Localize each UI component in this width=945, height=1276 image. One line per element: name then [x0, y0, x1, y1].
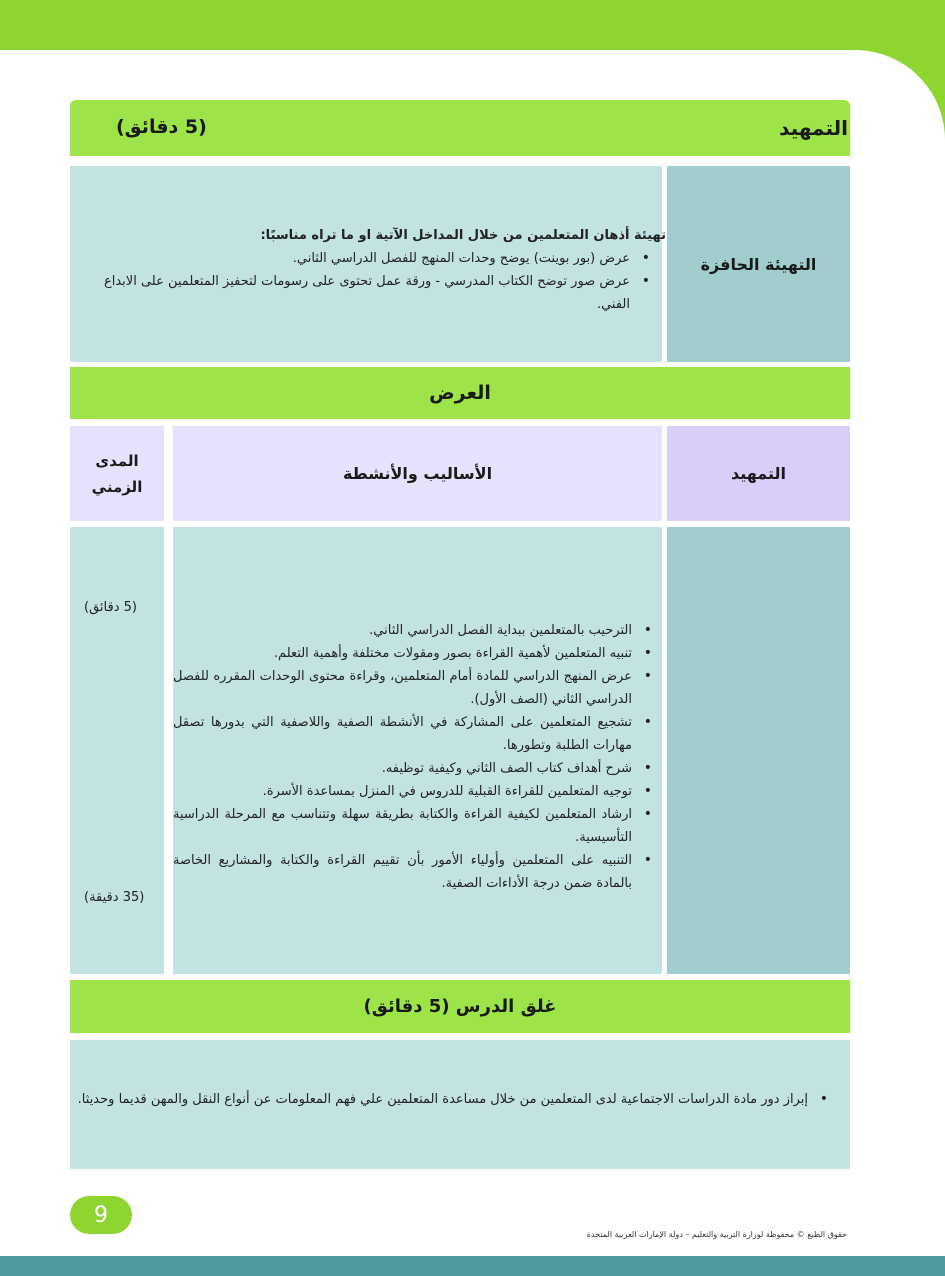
top-band [0, 0, 945, 54]
intro-duration: (5 دقائق) [116, 116, 207, 138]
closing-content [70, 1040, 850, 1169]
duration-5-min: (5 دقائق) [84, 600, 137, 615]
list-item: • إبراز دور مادة الدراسات الاجتماعية لدى المتعلمين من خلال مساعدة المتعلمين علي فهم المعلومات عن أنواع النقل والمهن قديما وحديثا. [70, 1088, 822, 1111]
presentation-header [70, 367, 850, 419]
intro-title: التمهيد [779, 116, 848, 140]
methods-content [173, 527, 662, 974]
intro-header [70, 100, 850, 156]
motivation-content [70, 166, 666, 362]
list-item: • عرض المنهج الدراسي للمادة أمام المتعلمين، وقراءة محتوى الوحدات المقرره للفصل الدراسي الثاني (الصف الأول). [173, 665, 646, 711]
methods-header [173, 426, 662, 521]
list-item: • الترحيب بالمتعلمين ببداية الفصل الدراسي الثاني. [173, 619, 646, 642]
methods-header-label: الأساليب والأنشطة [342, 464, 493, 483]
intro-column-header [667, 426, 850, 521]
list-item: • توجيه المتعلمين للقراءة القبلية للدروس في المنزل بمساعدة الأسرة. [173, 780, 646, 803]
motivation-label-cell [667, 166, 850, 362]
closing-header [70, 980, 850, 1033]
duration-35-min: (35 دقيقة) [84, 890, 145, 905]
list-item: • شرح أهداف كتاب الصف الثاني وكيفية توظيفه. [173, 757, 646, 780]
motivation-lead: تهيئة أذهان المتعلمين من خلال المداخل الآتية او ما تراه مناسبًا: [260, 228, 666, 243]
intro-column-header-label: التمهيد [730, 464, 787, 483]
list-item: • عرض صور توضح الكتاب المدرسي - ورقة عمل تحتوى على رسومات لتحفيز المتعلمين على الابداع الفني. [76, 270, 644, 316]
motivation-list [76, 247, 662, 316]
bottom-band [0, 1256, 945, 1276]
methods-list [173, 619, 662, 895]
motivation-label: التهيئة الحافزة [700, 254, 817, 274]
list-item: • تنبيه المتعلمين لأهمية القراءة بصور ومقولات مختلفة وأهمية التعلم. [173, 642, 646, 665]
list-item: • تشجيع المتعلمين على المشاركة في الأنشطة الصفية واللاصفية التي بدورها تصقل مهارات الطلبة وتطورها. [173, 711, 646, 757]
list-item: • ارشاد المتعلمين لكيفية القراءة والكتابة بطريقة سهلة وتتناسب مع المرحلة الدراسية التأسيسية. [173, 803, 646, 849]
list-item: • التنبيه على المتعلمين وأولياء الأمور بأن تقييم القراءة والكتابة والمشاريع الخاصة بالمادة ضمن درجة الأداءات الصفية. [173, 849, 646, 895]
duration-header-label: المدى الزمني [91, 451, 143, 496]
duration-cell [70, 527, 164, 974]
intro-column-cell [667, 527, 850, 974]
copyright-text: حقوق الطبع © محفوظة لوزارة التربية والتعليم – دولة الإمارات العربية المتحدة [586, 1230, 847, 1239]
closing-title: غلق الدرس (5 دقائق) [363, 996, 557, 1017]
list-item: • عرض (بور بوينت) يوضح وحدات المنهج للفصل الدراسي الثاني. [76, 247, 644, 270]
closing-list [70, 1088, 840, 1111]
presentation-title: العرض [429, 382, 491, 404]
duration-header [70, 426, 164, 521]
page-number: 9 [70, 1196, 132, 1234]
